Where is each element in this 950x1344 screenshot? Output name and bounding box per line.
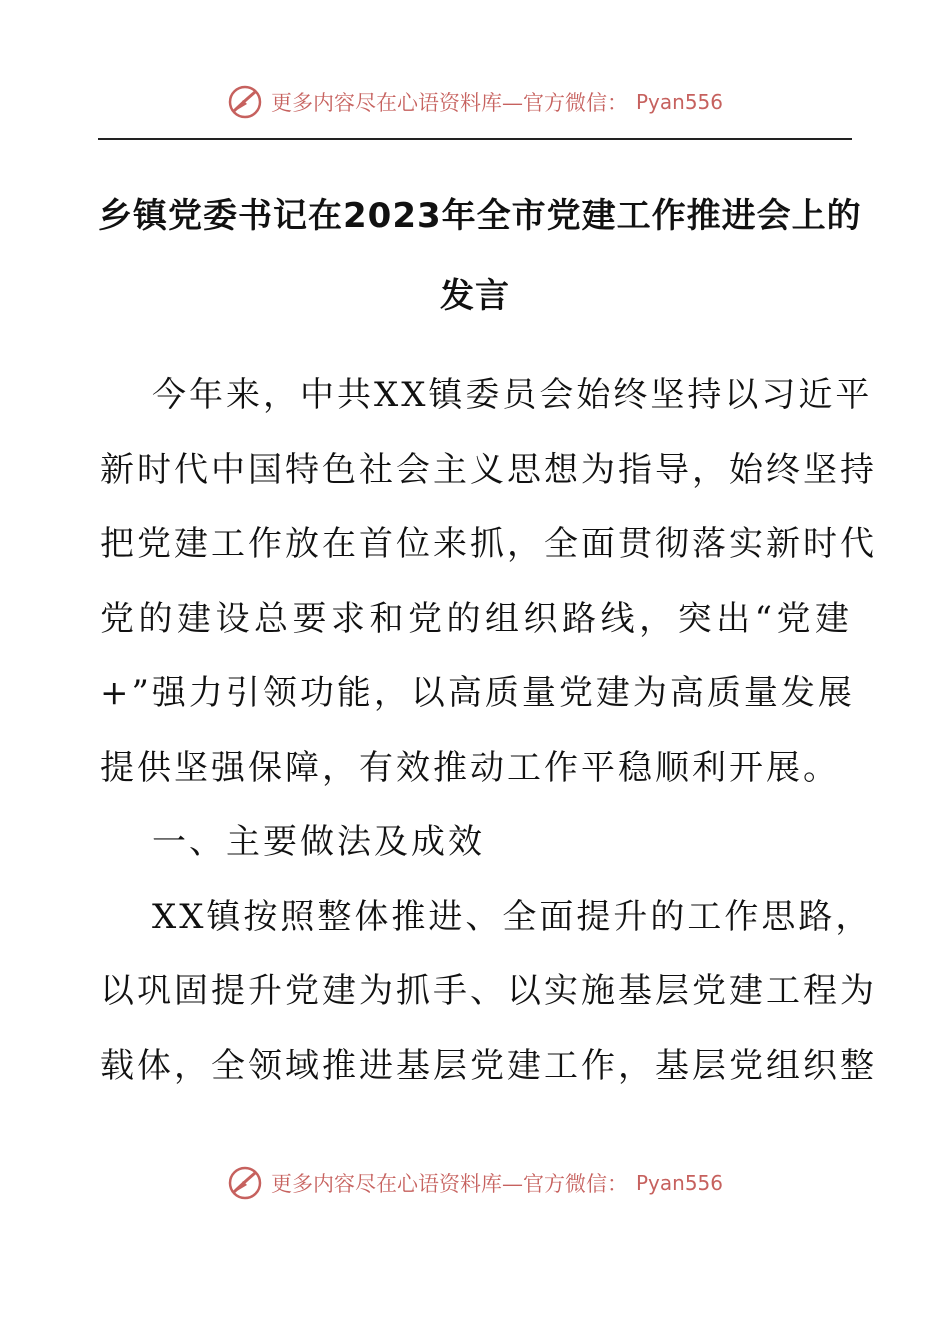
ink-pen-logo-icon <box>227 84 263 120</box>
body-line: 新时代中国特色社会主义思想为指导，始终坚持 <box>100 449 877 490</box>
watermark-wechat-id: Pyan556 <box>635 90 723 114</box>
watermark-text: 更多内容尽在心语资料库—官方微信： <box>270 91 628 115</box>
watermark-text: 更多内容尽在心语资料库—官方微信： <box>270 1172 628 1196</box>
body-line: XX镇按照整体推进、全面提升的工作思路， <box>152 896 873 937</box>
footer-watermark <box>0 1163 950 1203</box>
body-line: 载体，全领域推进基层党建工作，基层党组织整 <box>100 1045 877 1086</box>
header-divider <box>98 138 852 140</box>
header-watermark <box>0 82 950 122</box>
document-body <box>100 358 877 1103</box>
body-line: 以巩固提升党建为抓手、以实施基层党建工程为 <box>100 971 877 1011</box>
ink-pen-logo-icon <box>227 1165 263 1201</box>
watermark-wechat-id: Pyan556 <box>635 1171 723 1195</box>
title-line-1: 乡镇党委书记在2023年全市党建工作推进会上的 <box>98 196 862 236</box>
body-line: 党的建设总要求和党的组织路线，突出“党建 <box>100 598 852 639</box>
document-title <box>98 176 862 336</box>
title-line-2: 发言 <box>440 276 510 316</box>
body-line: +”强力引领功能，以高质量党建为高质量发展 <box>100 673 855 713</box>
body-line: 提供坚强保障，有效推动工作平稳顺利开展。 <box>100 747 840 788</box>
section-heading: 一、主要做法及成效 <box>152 822 485 862</box>
body-line: 把党建工作放在首位来抓，全面贯彻落实新时代 <box>100 524 877 564</box>
body-line: 今年来，中共XX镇委员会始终坚持以习近平 <box>152 375 873 415</box>
